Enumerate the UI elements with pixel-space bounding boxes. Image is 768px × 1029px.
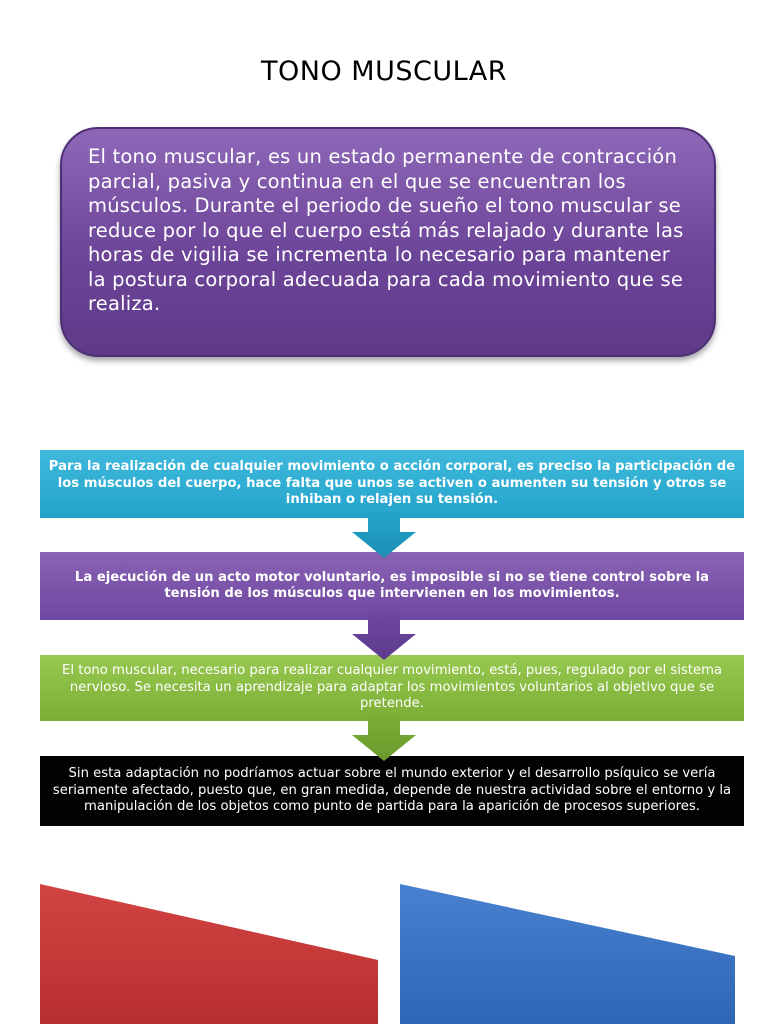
flow-step-1 xyxy=(40,450,744,518)
down-arrow-3 xyxy=(352,715,416,761)
down-arrow-2 xyxy=(352,614,416,660)
flow-step-4 xyxy=(40,756,744,826)
flow-step-2 xyxy=(40,552,744,620)
red-shape xyxy=(40,880,380,1024)
flow-step-4-text: Sin esta adaptación no podríamos actuar sobre el mundo exterior y el desarrollo psíquico se vería seriamente afectado, puesto que, en gran medida, depende de nuestra actividad sobre el entorno y la manipulación de los objetos como punto de partida para la aparición de procesos superiores. xyxy=(52,766,732,815)
page-title: TONO MUSCULAR xyxy=(261,56,507,87)
flow-step-1-text: Para la realización de cualquier movimiento o acción corporal, es preciso la participación de los músculos del cuerpo, hace falta que unos se activen o aumenten su tensión y otros se inhiban o relajen su tensión. xyxy=(48,459,736,508)
flow-step-3-text: El tono muscular, necesario para realizar cualquier movimiento, está, pues, regulado por el sistema nervioso. Se necesita un aprendizaje para adaptar los movimientos voluntarios al objetivo que se pretende. xyxy=(62,663,722,712)
down-arrow-1 xyxy=(352,512,416,558)
definition-box: El tono muscular, es un estado permanente de contracción parcial, pasiva y continua en el que se encuentran los músculos. Durante el periodo de sueño el tono muscular se reduce por lo que el cuerpo está más relajado y durante las horas de vigilia se incrementa lo necesario para mantener la postura corporal adecuada para cada movimiento que se realiza. xyxy=(60,127,716,357)
flow-step-3 xyxy=(40,655,744,721)
blue-shape xyxy=(400,880,745,1024)
flow-step-2-text: La ejecución de un acto motor voluntario, es imposible si no se tiene control sobre la tensión de los músculos que intervienen en los movimientos. xyxy=(74,569,710,601)
